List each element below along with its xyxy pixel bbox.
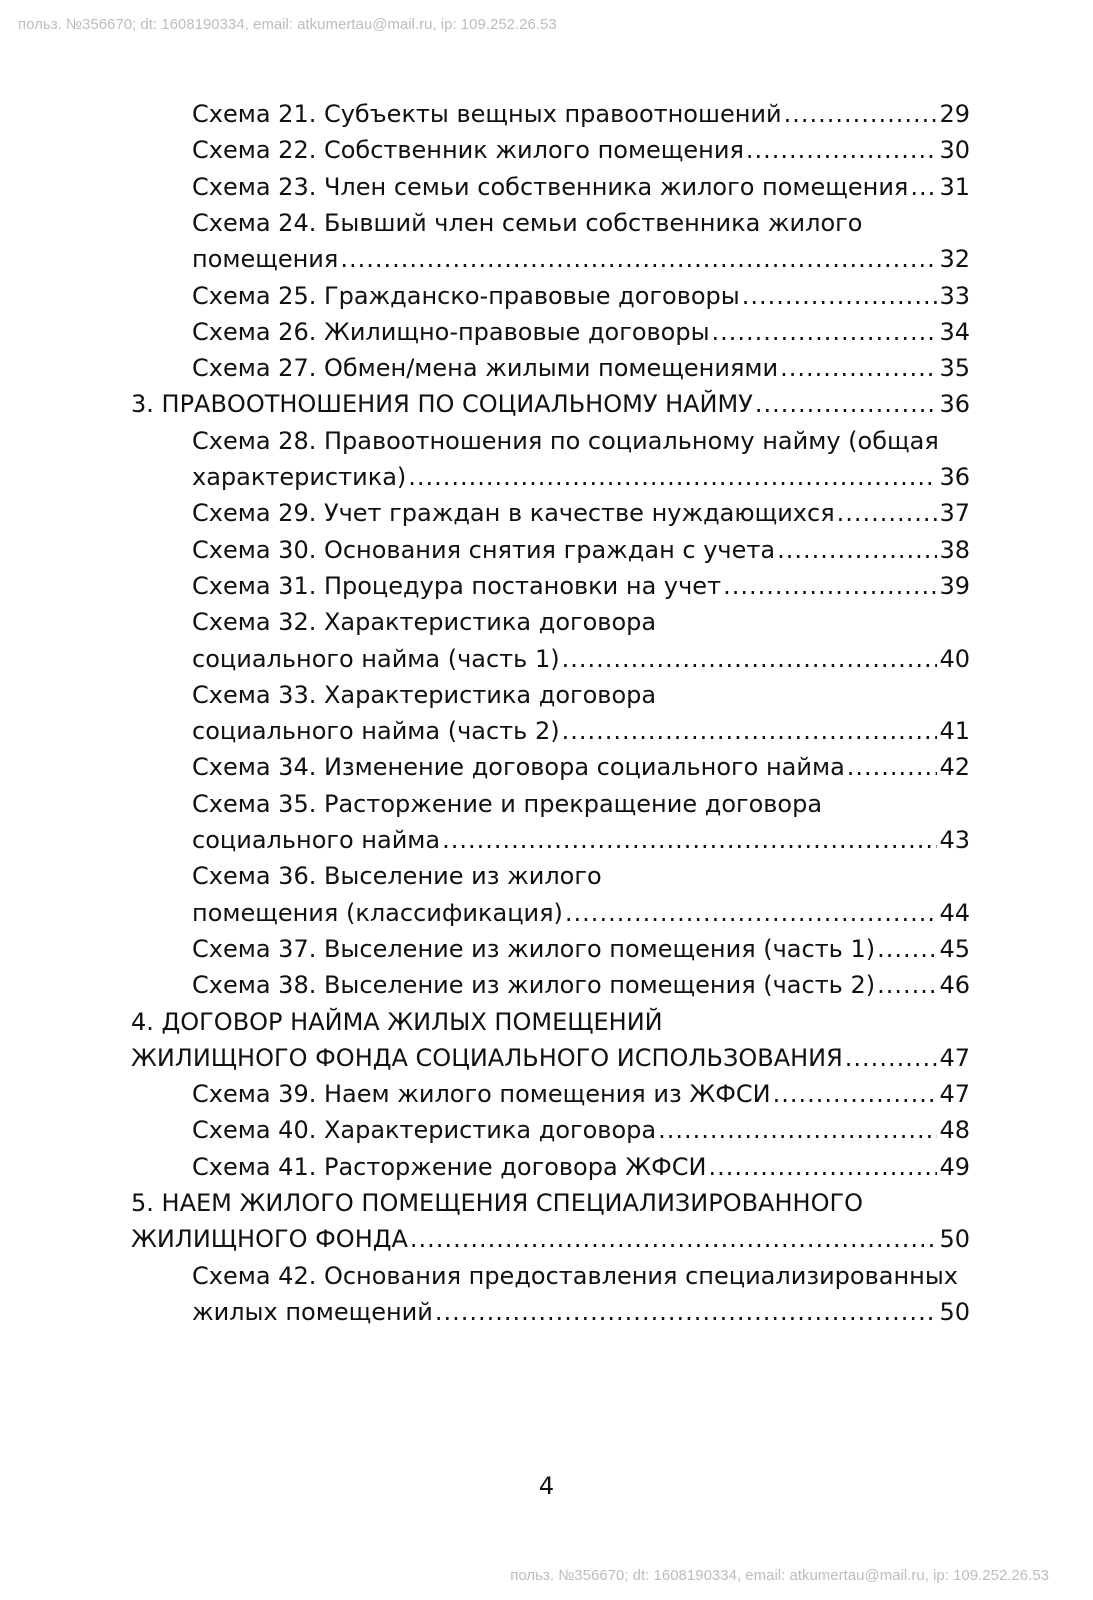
toc-leader-dots bbox=[562, 717, 938, 745]
toc-page-number: 44 bbox=[939, 898, 970, 927]
toc-entry-line bbox=[192, 935, 970, 972]
toc-entry-text: характеристика) bbox=[192, 463, 407, 491]
toc-page-number: 37 bbox=[939, 499, 970, 528]
toc-leader-dots bbox=[877, 935, 937, 963]
toc-entry-text: Схема 26. Жилищно-правовые договоры bbox=[192, 317, 710, 346]
toc-page-number: 31 bbox=[939, 172, 970, 201]
toc-entry-line bbox=[192, 862, 970, 899]
toc-entry-line bbox=[192, 790, 970, 827]
toc-entry-text: Схема 36. Выселение из жилого bbox=[192, 862, 602, 891]
toc-entry-line bbox=[192, 173, 970, 210]
toc-leader-dots bbox=[784, 100, 938, 128]
toc-entry-text: Схема 39. Наем жилого помещения из ЖФСИ bbox=[192, 1080, 771, 1109]
toc-entry-text: Схема 22. Собственник жилого помещения bbox=[192, 136, 744, 165]
toc-page-number: 49 bbox=[939, 1152, 970, 1181]
toc-entry-line bbox=[192, 753, 970, 790]
toc-entry-text: 5. НАЕМ ЖИЛОГО ПОМЕЩЕНИЯ СПЕЦИАЛИЗИРОВАННОГО bbox=[131, 1189, 863, 1217]
toc-section-line bbox=[131, 1189, 970, 1226]
toc-page-number: 40 bbox=[939, 644, 970, 673]
toc-leader-dots bbox=[658, 1116, 937, 1144]
toc-entry-line bbox=[192, 608, 970, 645]
toc-page-number: 48 bbox=[939, 1116, 970, 1145]
toc-section-line bbox=[131, 390, 970, 427]
toc-page-number: 34 bbox=[939, 317, 970, 346]
toc-leader-dots bbox=[408, 463, 937, 491]
toc-page-number: 36 bbox=[939, 463, 970, 491]
toc-entry-text: Схема 29. Учет граждан в качестве нуждающихся bbox=[192, 499, 835, 528]
toc-section-line bbox=[131, 1008, 970, 1045]
toc-entry-text: Схема 27. Обмен/мена жилыми помещениями bbox=[192, 354, 779, 383]
toc-page-number: 47 bbox=[939, 1043, 970, 1072]
toc-entry-text: Схема 34. Изменение договора социального найма bbox=[192, 753, 845, 782]
toc-entry-line bbox=[192, 1153, 970, 1190]
toc-leader-dots bbox=[562, 645, 938, 673]
toc-entry-line bbox=[192, 899, 970, 936]
toc-page-number: 50 bbox=[939, 1297, 970, 1326]
toc-entry-text: социального найма (часть 1) bbox=[192, 644, 560, 673]
toc-leader-dots bbox=[847, 753, 938, 781]
toc-entry-line bbox=[192, 1298, 970, 1335]
toc-entry-text: Схема 33. Характеристика договора bbox=[192, 680, 657, 709]
toc-leader-dots bbox=[709, 1153, 938, 1181]
toc-entry-text: 3. ПРАВООТНОШЕНИЯ ПО СОЦИАЛЬНОМУ НАЙМУ bbox=[131, 390, 753, 419]
toc-entry-line bbox=[192, 136, 970, 173]
toc-entry-text: ЖИЛИЩНОГО ФОНДА bbox=[131, 1225, 408, 1254]
toc-entry-line bbox=[192, 826, 970, 863]
toc-entry-line bbox=[192, 971, 970, 1008]
toc-entry-line bbox=[192, 282, 970, 319]
toc-entry-text: Схема 40. Характеристика договора bbox=[192, 1116, 657, 1145]
watermark-top: польз. №356670; dt: 1608190334, email: atkumertau@mail.ru, ip: 109.252.26.53 bbox=[18, 16, 557, 33]
toc-page-number: 36 bbox=[939, 390, 970, 419]
toc-section-line bbox=[131, 1225, 970, 1262]
toc-page-number: 46 bbox=[939, 971, 970, 1000]
toc-leader-dots bbox=[435, 1298, 938, 1326]
toc-page-number: 41 bbox=[939, 717, 970, 746]
toc-leader-dots bbox=[755, 390, 938, 418]
toc-leader-dots bbox=[712, 318, 938, 346]
toc-entry-text: Схема 32. Характеристика договора bbox=[192, 608, 657, 637]
toc-leader-dots bbox=[746, 136, 938, 164]
toc-entry-text: 4. ДОГОВОР НАЙМА ЖИЛЫХ ПОМЕЩЕНИЙ bbox=[131, 1007, 663, 1036]
toc-page-number: 32 bbox=[939, 245, 970, 274]
toc-page-number: 47 bbox=[939, 1080, 970, 1109]
toc-entry-line bbox=[192, 1116, 970, 1153]
toc-leader-dots bbox=[780, 354, 937, 382]
toc-entry-text: Схема 41. Расторжение договора ЖФСИ bbox=[192, 1152, 707, 1181]
toc-entry-line bbox=[192, 427, 970, 464]
toc-page-number: 45 bbox=[939, 934, 970, 963]
toc-entry-line bbox=[192, 572, 970, 609]
toc-entry-line bbox=[192, 463, 970, 500]
toc-entry-text: Схема 21. Субъекты вещных правоотношений bbox=[192, 100, 782, 128]
toc-entry-text: Схема 35. Расторжение и прекращение договора bbox=[192, 789, 823, 818]
toc-page-number: 42 bbox=[939, 753, 970, 782]
toc-page-number: 50 bbox=[939, 1225, 970, 1254]
toc-leader-dots bbox=[877, 971, 937, 999]
toc-entry-line bbox=[192, 536, 970, 573]
watermark-bottom: польз. №356670; dt: 1608190334, email: atkumertau@mail.ru, ip: 109.252.26.53 bbox=[510, 1567, 1049, 1584]
toc-leader-dots bbox=[410, 1225, 938, 1253]
toc-entry-text: Схема 37. Выселение из жилого помещения (часть 1) bbox=[192, 934, 876, 963]
toc-entry-text: Схема 31. Процедура постановки на учет bbox=[192, 571, 722, 600]
toc-leader-dots bbox=[777, 536, 937, 564]
toc-entry-line bbox=[192, 1262, 970, 1299]
toc-leader-dots bbox=[723, 572, 937, 600]
toc-entry-text: помещения bbox=[192, 245, 339, 274]
toc-leader-dots bbox=[742, 282, 938, 310]
toc-page-number: 38 bbox=[939, 535, 970, 564]
toc-entry-line bbox=[192, 499, 970, 536]
toc-page-number: 30 bbox=[939, 136, 970, 165]
toc-entry-text: Схема 24. Бывший член семьи собственника жилого bbox=[192, 208, 863, 237]
toc-entry-line bbox=[192, 645, 970, 682]
toc-entry-line bbox=[192, 1080, 970, 1117]
toc-entry-text: социального найма (часть 2) bbox=[192, 717, 560, 746]
toc-leader-dots bbox=[910, 173, 937, 201]
toc-page-number: 29 bbox=[939, 100, 970, 128]
page-number: 4 bbox=[538, 1472, 555, 1500]
toc-entry-line bbox=[192, 681, 970, 718]
toc-entry-text: Схема 38. Выселение из жилого помещения (часть 2) bbox=[192, 971, 876, 1000]
toc-leader-dots bbox=[837, 499, 938, 527]
toc-leader-dots bbox=[340, 245, 937, 273]
toc-entry-line bbox=[192, 318, 970, 355]
toc-entry-line bbox=[192, 209, 970, 246]
toc-entry-text: ЖИЛИЩНОГО ФОНДА СОЦИАЛЬНОГО ИСПОЛЬЗОВАНИЯ bbox=[131, 1043, 843, 1072]
toc-entry-line bbox=[192, 245, 970, 282]
toc-leader-dots bbox=[442, 826, 937, 854]
toc-leader-dots bbox=[845, 1044, 938, 1072]
toc-page-number: 35 bbox=[939, 354, 970, 383]
toc-section-line bbox=[131, 1044, 970, 1081]
toc-page-number: 39 bbox=[939, 571, 970, 600]
toc-entry-text: жилых помещений bbox=[192, 1297, 433, 1326]
toc-page-number: 33 bbox=[939, 281, 970, 310]
toc-entry-text: Схема 25. Гражданско-правовые договоры bbox=[192, 281, 740, 310]
toc-page-number: 43 bbox=[939, 826, 970, 854]
toc-entry-text: Схема 42. Основания предоставления специализированных bbox=[192, 1261, 958, 1290]
toc-entry-text: Схема 23. Член семьи собственника жилого помещения bbox=[192, 172, 909, 201]
toc-entry-text: Схема 28. Правоотношения по социальному найму (общая bbox=[192, 426, 939, 455]
toc-entry-text: помещения (классификация) bbox=[192, 898, 563, 927]
toc-leader-dots bbox=[565, 899, 938, 927]
toc-entry-text: Схема 30. Основания снятия граждан с учета bbox=[192, 535, 776, 564]
toc-entry-line bbox=[192, 100, 970, 137]
toc-leader-dots bbox=[773, 1080, 938, 1108]
toc-entry-line bbox=[192, 354, 970, 391]
toc-entry-line bbox=[192, 717, 970, 754]
toc-entry-text: социального найма bbox=[192, 826, 441, 854]
